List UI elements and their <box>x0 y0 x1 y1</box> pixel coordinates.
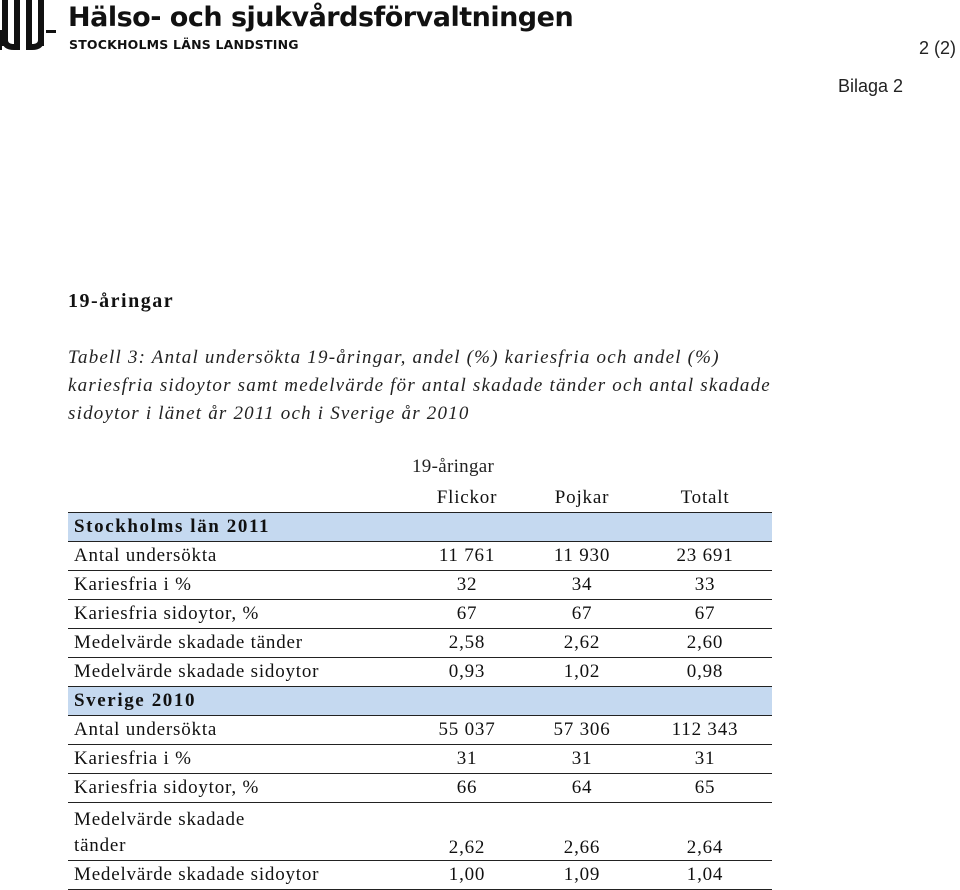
section-heading: 19-åringar <box>68 290 175 312</box>
row-label: Kariesfria i % <box>68 571 408 600</box>
cell-totalt: 2,64 <box>638 803 772 861</box>
row-label: Medelvärde skadade tänder <box>68 629 408 658</box>
row-label: Kariesfria sidoytor, % <box>68 774 408 803</box>
cell-flickor: 1,00 <box>408 861 526 890</box>
cell-pojkar: 31 <box>526 745 638 774</box>
cell-flickor: 2,62 <box>408 803 526 861</box>
cell-pojkar: 2,62 <box>526 629 638 658</box>
cell-pojkar: 11 930 <box>526 542 638 571</box>
row-label: Kariesfria sidoytor, % <box>68 600 408 629</box>
table-caption: Tabell 3: Antal undersökta 19-åringar, andel (%) kariesfria och andel (%) kariesfria sidoytor samt medelvärde för antal skadade tänder och antal skadade sidoytor i länet år 2011 och i Sverige år 2010 <box>68 347 771 424</box>
column-header-flickor: Flickor <box>408 484 526 513</box>
table-group-header <box>68 456 772 484</box>
cell-totalt: 23 691 <box>638 542 772 571</box>
cell-totalt: 112 343 <box>638 716 772 745</box>
table-column-headers <box>68 484 772 513</box>
cell-totalt: 2,60 <box>638 629 772 658</box>
cell-totalt: 31 <box>638 745 772 774</box>
row-label: Kariesfria i % <box>68 745 408 774</box>
cell-pojkar: 64 <box>526 774 638 803</box>
column-header-empty <box>68 484 408 513</box>
section-title: Stockholms län 2011 <box>68 513 772 542</box>
sll-logo-icon <box>0 0 58 52</box>
section-row-stockholm <box>68 513 772 542</box>
cell-flickor: 2,58 <box>408 629 526 658</box>
cell-flickor: 67 <box>408 600 526 629</box>
cell-pojkar: 1,02 <box>526 658 638 687</box>
cell-totalt: 33 <box>638 571 772 600</box>
cell-totalt: 0,98 <box>638 658 772 687</box>
statistics-table <box>68 484 772 890</box>
table-row <box>68 542 772 571</box>
cell-pojkar: 67 <box>526 600 638 629</box>
cell-flickor: 55 037 <box>408 716 526 745</box>
cell-flickor: 0,93 <box>408 658 526 687</box>
section-title: Sverige 2010 <box>68 687 772 716</box>
statistics-table-container <box>68 456 772 890</box>
table-row <box>68 803 772 861</box>
cell-totalt: 1,04 <box>638 861 772 890</box>
cell-flickor: 66 <box>408 774 526 803</box>
row-label: Antal undersökta <box>68 542 408 571</box>
row-label: Medelvärde skadade sidoytor <box>68 658 408 687</box>
table-row <box>68 745 772 774</box>
table-row <box>68 716 772 745</box>
row-label: Medelvärde skadade tänder <box>68 803 408 861</box>
cell-totalt: 67 <box>638 600 772 629</box>
section-row-sverige <box>68 687 772 716</box>
cell-pojkar: 2,66 <box>526 803 638 861</box>
table-row <box>68 774 772 803</box>
attachment-label: Bilaga 2 <box>838 76 904 96</box>
organization-logo <box>0 0 574 60</box>
table-row <box>68 629 772 658</box>
cell-pojkar: 57 306 <box>526 716 638 745</box>
organization-subtitle: STOCKHOLMS LÄNS LANDSTING <box>69 37 299 52</box>
cell-flickor: 32 <box>408 571 526 600</box>
table-row <box>68 658 772 687</box>
organization-title: Hälso- och sjukvårdsförvaltningen <box>68 2 574 33</box>
cell-flickor: 31 <box>408 745 526 774</box>
page-number: 2 (2) <box>918 38 956 58</box>
column-header-totalt: Totalt <box>638 484 772 513</box>
cell-pojkar: 34 <box>526 571 638 600</box>
cell-flickor: 11 761 <box>408 542 526 571</box>
table-row <box>68 861 772 890</box>
table-row <box>68 600 772 629</box>
group-header-label: 19-åringar <box>412 456 495 477</box>
cell-pojkar: 1,09 <box>526 861 638 890</box>
row-label: Antal undersökta <box>68 716 408 745</box>
cell-totalt: 65 <box>638 774 772 803</box>
table-row <box>68 571 772 600</box>
row-label: Medelvärde skadade sidoytor <box>68 861 408 890</box>
column-header-pojkar: Pojkar <box>526 484 638 513</box>
